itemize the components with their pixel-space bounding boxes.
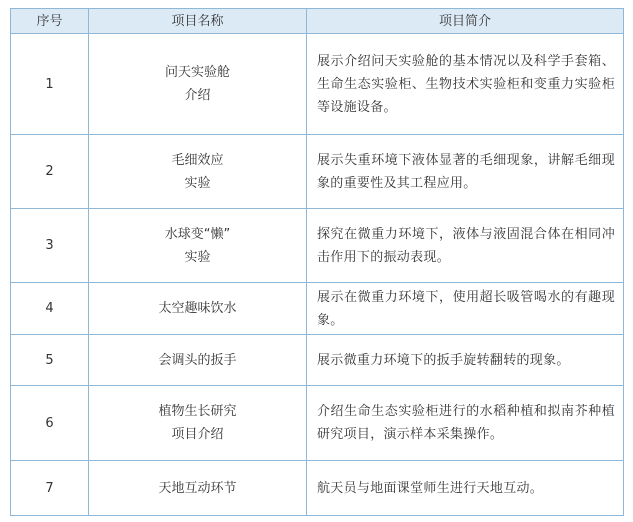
project-name-line: 实验 xyxy=(184,175,211,191)
project-table xyxy=(10,8,624,516)
table-row xyxy=(11,335,624,386)
project-name xyxy=(89,209,307,283)
project-name xyxy=(89,461,307,516)
project-name xyxy=(89,283,307,335)
project-name-line: 太空趣味饮水 xyxy=(158,301,237,316)
project-description: 介绍生命生态实验柜进行的水稻种植和拟南芥种植研究项目，演示样本采集操作。 xyxy=(307,386,624,461)
project-description: 探究在微重力环境下，液体与液固混合体在相同冲击作用下的振动表现。 xyxy=(307,209,624,283)
project-name-line: 会调头的扳手 xyxy=(158,352,237,368)
project-name-line: 实验 xyxy=(184,249,211,265)
project-name xyxy=(89,135,307,209)
table-row xyxy=(11,283,624,335)
project-name-line: 水球变“懒” xyxy=(164,226,231,242)
table-container xyxy=(10,8,623,516)
row-number: 6 xyxy=(11,386,89,461)
table-row xyxy=(11,135,624,209)
project-description: 展示失重环境下液体显著的毛细现象，讲解毛细现象的重要性及其工程应用。 xyxy=(307,135,624,209)
project-name-line: 天地互动环节 xyxy=(158,480,237,496)
row-number: 7 xyxy=(11,461,89,516)
table-row xyxy=(11,461,624,516)
project-description: 展示介绍问天实验舱的基本情况以及科学手套箱、生命生态实验柜、生物技术实验柜和变重力实验柜等设施设备。 xyxy=(307,34,624,135)
table-row xyxy=(11,386,624,461)
row-number: 1 xyxy=(11,34,89,135)
header-number: 序号 xyxy=(11,9,89,34)
project-name-line: 问天实验舱 xyxy=(164,65,230,80)
row-number: 4 xyxy=(11,283,89,335)
project-name xyxy=(89,335,307,386)
table-row xyxy=(11,34,624,135)
header-row xyxy=(11,9,624,34)
row-number: 2 xyxy=(11,135,89,209)
project-description: 展示微重力环境下的扳手旋转翻转的现象。 xyxy=(307,335,624,386)
project-name-line: 项目介绍 xyxy=(171,427,224,442)
project-name xyxy=(89,34,307,135)
project-name xyxy=(89,386,307,461)
table-row xyxy=(11,209,624,283)
project-name-line: 植物生长研究 xyxy=(158,404,237,419)
row-number: 3 xyxy=(11,209,89,283)
project-description: 展示在微重力环境下，使用超长吸管喝水的有趣现象。 xyxy=(307,283,624,335)
project-name-line: 毛细效应 xyxy=(171,152,224,168)
header-project-description: 项目简介 xyxy=(307,9,624,34)
project-description: 航天员与地面课堂师生进行天地互动。 xyxy=(307,461,624,516)
row-number: 5 xyxy=(11,335,89,386)
header-project-name: 项目名称 xyxy=(89,9,307,34)
project-name-line: 介绍 xyxy=(184,88,211,103)
